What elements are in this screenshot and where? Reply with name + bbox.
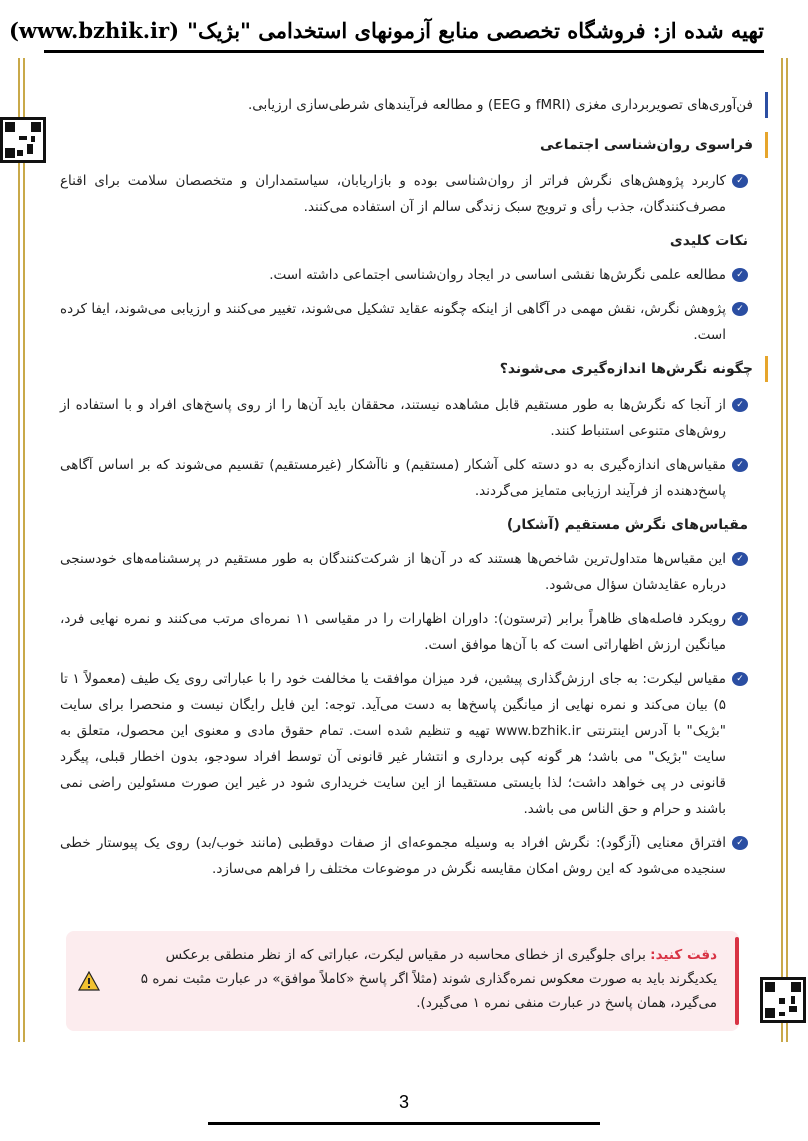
check-circle-icon: ✓ [732, 552, 748, 566]
list-item: ✓ کاربرد پژوهش‌های نگرش فراتر از روان‌شناسی بوده و بازاریابان، سیاستمداران و متخصصان سلامت برای اقناع مصرف‌کنندگان، جذب رأی و ترویج سبک زندگی سالم از آن استفاده می‌کنند. [60, 168, 748, 220]
footer-divider [208, 1122, 600, 1125]
subsection-heading: نکات کلیدی [669, 233, 748, 249]
list-item: ✓ این مقیاس‌ها متداول‌ترین شاخص‌ها هستند که در آن‌ها از شرکت‌کنندگان به طور مستقیم در پرسشنامه‌های خودسنجی درباره عقایدشان سؤال می‌شود. [60, 546, 748, 598]
note-label: دقت کنید: [650, 947, 717, 963]
list-item: ✓ مطالعه علمی نگرش‌ها نقشی اساسی در ایجاد روان‌شناسی اجتماعی داشته است. [60, 262, 748, 288]
section-heading: فراسوی روان‌شناسی اجتماعی [60, 132, 768, 158]
check-circle-icon: ✓ [732, 458, 748, 472]
page-header [8, 10, 764, 50]
intro-paragraph: فن‌آوری‌های تصویربرداری مغزی (fMRI و EEG) و مطالعه فرآیندهای شرطی‌سازی ارزیابی. [60, 92, 768, 118]
page-content [60, 92, 753, 890]
page-number: 3 [398, 1092, 409, 1112]
qr-code-icon[interactable] [760, 977, 806, 1023]
qr-code-icon[interactable] [0, 117, 46, 163]
list-item: ✓ پژوهش نگرش، نقش مهمی در آگاهی از اینکه چگونه عقاید تشکیل می‌شوند، تغییر می‌کنند و ارزیابی می‌شوند، ایفا کرده است. [60, 296, 748, 348]
header-site[interactable]: (www.bzhik.ir) [8, 17, 180, 43]
note-box [66, 931, 739, 1031]
list-item: ✓ افتراق معنایی (آزگود): نگرش افراد به وسیله مجموعه‌ای از صفات دوقطبی (مانند خوب/بد) روی یک پیوستار خطی سنجیده می‌شود که این روش امکان مقایسه نگرش در موضوعات مختلف را فراهم می‌سازد. [60, 830, 748, 882]
check-circle-icon: ✓ [732, 302, 748, 316]
check-circle-icon: ✓ [732, 398, 748, 412]
left-border-rail [18, 58, 25, 1042]
section-heading: چگونه نگرش‌ها اندازه‌گیری می‌شوند؟ [60, 356, 768, 382]
list-item: ✓ رویکرد فاصله‌های ظاهراً برابر (ترستون): داوران اظهارات را در مقیاسی ۱۱ نمره‌ای مرتب می‌کنند و نمره نهایی فرد، میانگین ارزش اظهاراتی است که با آن‌ها موافق است. [60, 606, 748, 658]
right-border-rail [781, 58, 788, 1042]
header-title: تهیه شده از: فروشگاه تخصصی منابع آزمونهای استخدامی "بژیک" [187, 17, 764, 43]
header-divider [44, 50, 764, 53]
warning-icon [78, 971, 100, 991]
check-circle-icon: ✓ [732, 672, 748, 686]
subsection-heading: مقیاس‌های نگرش مستقیم (آشکار) [506, 517, 748, 533]
check-circle-icon: ✓ [732, 612, 748, 626]
check-circle-icon: ✓ [732, 174, 748, 188]
note-text: برای جلوگیری از خطای محاسبه در مقیاس لیکرت، عباراتی که از نظر منطقی برعکس یکدیگرند باید به صورت معکوس نمره‌گذاری شوند (مثلاً اگر پاسخ «کاملاً موافق» در عبارت مثبت نمره ۵ می‌گیرد، همان پاسخ در عبارت منفی نمره ۱ می‌گیرد). [140, 947, 717, 1011]
list-item: ✓ مقیاس لیکرت: به جای ارزش‌گذاری پیشین، فرد میزان موافقت یا مخالفت خود را با عباراتی روی یک طیف (معمولاً ۱ تا ۵) بیان می‌کند و نمره نهایی از میانگین پاسخ‌ها به دست می‌آید. توجه: این فایل رایگان نیست و منحصرا برای سایت "بژیک" با آدرس اینترنتی www.bzhik.ir تهیه و تنظیم شده است. تمام حقوق مادی و معنوی این محصول، متعلق به سایت "بژیک" می باشد؛ هر گونه کپی برداری و انتشار غیر قانونی آن توسط افراد سودجو، بدون اخطار قبلی، پیگرد قانونی در پی خواهد داشت؛ لذا بایستی مستقیما از این سایت خریداری شود در غیر این صورت مسئولین راضی نمی باشند و حرام و حق الناس می باشد. [60, 666, 748, 822]
list-item: ✓ مقیاس‌های اندازه‌گیری به دو دسته کلی آشکار (مستقیم) و ناآشکار (غیرمستقیم) تقسیم می‌شوند که بر اساس آگاهی پاسخ‌دهنده از فرآیند ارزیابی متمایز می‌گردند. [60, 452, 748, 504]
check-circle-icon: ✓ [732, 268, 748, 282]
check-circle-icon: ✓ [732, 836, 748, 850]
list-item: ✓ از آنجا که نگرش‌ها به طور مستقیم قابل مشاهده نیستند، محققان باید آن‌ها را از روی پاسخ‌های افراد و با استفاده از روش‌های متنوعی استنباط کنند. [60, 392, 748, 444]
